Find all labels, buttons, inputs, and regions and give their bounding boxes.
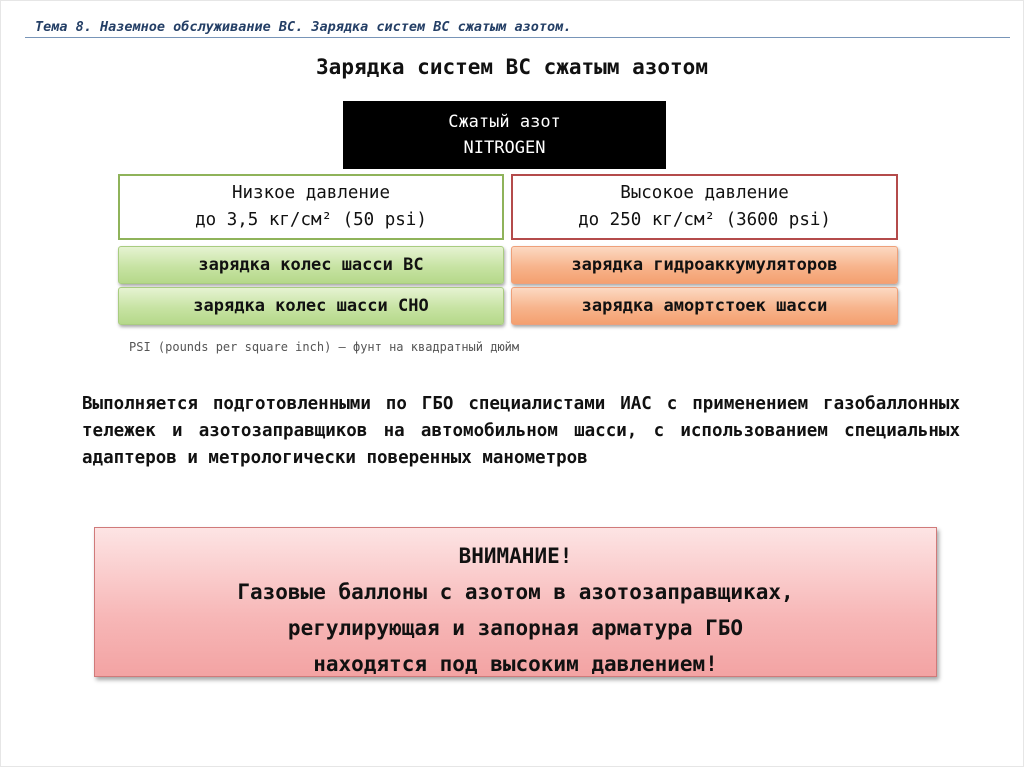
warning-line-3: находятся под высоким давлением! (313, 652, 718, 676)
high-item-shock-struts: зарядка амортстоек шасси (511, 287, 898, 325)
page-title: Зарядка систем ВС сжатым азотом (316, 55, 708, 79)
high-pressure-title: Высокое давление (620, 183, 789, 203)
body-paragraph: Выполняется подготовленными по ГБО специалистами ИАС с применением газобаллонных тележек и азотозаправщиков на автомобильном шасси, с использованием специальных адаптеров и метрологически поверенных манометров (82, 394, 960, 468)
low-pressure-value: до 3,5 кг/см² (50 psi) (195, 210, 427, 230)
high-pressure-box (511, 174, 898, 240)
header-divider (25, 37, 1010, 38)
nitrogen-box (343, 101, 666, 169)
warning-heading: ВНИМАНИЕ! (458, 544, 573, 568)
warning-line-2: регулирующая и запорная арматура ГБО (287, 616, 744, 640)
low-item-gse-wheels: зарядка колес шасси СНО (118, 287, 504, 325)
high-item-accumulators: зарядка гидроаккумуляторов (511, 246, 898, 284)
nitrogen-label-ru: Сжатый азот (448, 112, 561, 132)
low-pressure-title: Низкое давление (231, 183, 391, 203)
warning-line-1: Газовые баллоны с азотом в азотозаправщиках, (237, 580, 794, 604)
nitrogen-label-en: NITROGEN (463, 138, 546, 158)
slide-header: Тема 8. Наземное обслуживание ВС. Зарядка систем ВС сжатым азотом. (35, 19, 572, 35)
warning-box (94, 527, 937, 677)
high-pressure-value: до 250 кг/см² (3600 psi) (578, 210, 831, 230)
psi-footnote: PSI (pounds per square inch) — фунт на квадратный дюйм (129, 340, 520, 354)
low-pressure-box (118, 174, 504, 240)
low-item-aircraft-wheels: зарядка колес шасси ВС (118, 246, 504, 284)
